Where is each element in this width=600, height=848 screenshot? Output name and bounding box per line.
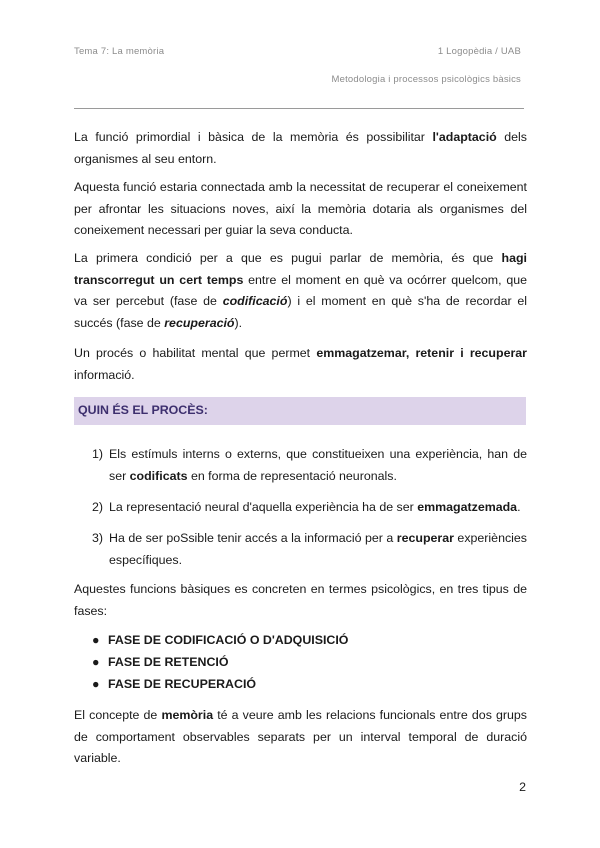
paragraph-5: Aquestes funcions bàsiques es concreten en termes psicològics, en tres tipus de fases:	[74, 582, 527, 618]
bullet-icon: ●	[92, 655, 100, 669]
list-item: 1) Els estímuls interns o externs, que constitueixen una experiència, han de ser codificats en forma de representació neuronals.	[92, 447, 527, 483]
paragraph-2: Aquesta funció estaria connectada amb la necessitat de recuperar el coneixement per afrontar les situacions noves, així la memòria dotaria als organismes del coneixement necessari per guiar la seva conducta.	[74, 180, 527, 237]
paragraph-6: El concepte de memòria té a veure amb les relacions funcionals entre dos grups de comportament observables separats per un interval temporal de duració variable.	[74, 708, 527, 765]
section-heading: QUIN ÉS EL PROCÈS:	[78, 403, 208, 417]
bullet-icon: ●	[92, 633, 100, 647]
header-divider	[74, 108, 524, 109]
header-course: 1 Logopèdia / UAB	[437, 46, 521, 57]
header-subject: Metodologia i processos psicològics bàsics	[331, 74, 521, 85]
section-heading-box	[74, 397, 526, 425]
paragraph-4: Un procés o habilitat mental que permet emmagatzemar, retenir i recuperar informació.	[74, 346, 527, 382]
bullet-item: ● FASE DE CODIFICACIÓ O D'ADQUISICIÓ	[92, 630, 348, 652]
list-item: 3) Ha de ser poSsible tenir accés a la informació per a recuperar experiències específiques.	[92, 531, 527, 567]
header-chapter: Tema 7: La memòria	[74, 46, 165, 57]
page-number: 2	[519, 780, 526, 794]
bullet-icon: ●	[92, 677, 100, 691]
bullet-item: ● FASE DE RECUPERACIÓ	[92, 674, 256, 696]
bullet-item: ● FASE DE RETENCIÓ	[92, 652, 228, 674]
paragraph-1: La funció primordial i bàsica de la memòria és possibilitar l'adaptació dels organismes al seu entorn.	[74, 130, 527, 166]
list-item: 2) La representació neural d'aquella experiència ha de ser emmagatzemada.	[92, 500, 521, 514]
paragraph-3: La primera condició per a que es pugui parlar de memòria, és que hagi transcorregut un cert temps entre el moment en què va ocórrer quelcom, que va ser percebut (fase de codificació) i el moment en què s'ha de recordar el succés (fase de recuperació).	[74, 251, 527, 330]
